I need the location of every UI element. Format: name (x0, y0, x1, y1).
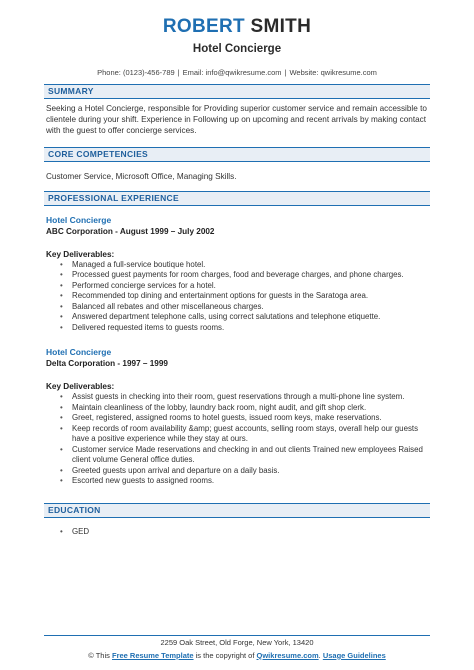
competencies-text: Customer Service, Microsoft Office, Managing Skills. (46, 171, 237, 181)
section-heading-summary: SUMMARY (44, 84, 430, 99)
qwikresume-link[interactable]: Qwikresume.com (256, 650, 319, 660)
list-item: • Greeted guests upon arrival and departure on a daily basis. (60, 466, 430, 477)
list-item: • Managed a full-service boutique hotel. (60, 260, 430, 271)
footer-address: 2259 Oak Street, Old Forge, New York, 13420 (160, 638, 314, 648)
first-name: ROBERT (162, 16, 245, 37)
deliverables-label: Key Deliverables: (46, 249, 115, 259)
job-entry (46, 347, 430, 487)
footer-period: . (318, 650, 321, 660)
list-item: • Escorted new guests to assigned rooms. (60, 476, 430, 487)
list-item: • Assist guests in checking into their room, guest reservations through a multi-phone line system. (60, 392, 430, 403)
job-title: Hotel Concierge (46, 214, 112, 225)
list-item: • Performed concierge services for a hotel. (60, 281, 430, 292)
job-title: Hotel Concierge (46, 347, 112, 358)
company-dates: Delta Corporation - 1997 – 1999 (46, 359, 168, 369)
section-heading-competencies: CORE COMPETENCIES (44, 147, 430, 162)
list-item: • Balanced all rebates and other miscellaneous charges. (60, 302, 430, 313)
candidate-name (0, 16, 474, 38)
list-item: • Greet, registered, assigned rooms to hotel guests, issued room keys, make reservations. (60, 413, 430, 424)
job-title-heading: Hotel Concierge (192, 43, 282, 55)
list-item: • Processed guest payments for room charges, food and beverage charges, and phone charges. (60, 270, 430, 281)
list-item: • Maintain cleanliness of the lobby, laundry back room, night audit, and gift shop clerk. (60, 403, 430, 414)
copyright-owner-text: is the copyright of (195, 650, 255, 660)
separator: | (177, 68, 180, 78)
section-heading-education: EDUCATION (44, 503, 430, 518)
separator: | (284, 68, 287, 78)
footer-divider (44, 635, 430, 636)
summary-text: Seeking a Hotel Concierge, responsible for Providing superior customer service and remain accessible to clientele during your shift. Experience in Following up on upcoming and recent arrivals by making contact with the guest to offer concierge services. (46, 103, 427, 135)
bullet-list (60, 392, 430, 487)
bullet-list (60, 260, 430, 334)
footer (0, 638, 474, 660)
website[interactable]: Website: qwikresume.com (289, 68, 377, 78)
contact-line (0, 68, 474, 77)
list-item: • Customer service Made reservations and checking in and out clients Trained new employees Raised client volume General office duties. (60, 445, 430, 466)
phone: Phone: (0123)-456-789 (97, 68, 175, 78)
copyright-text: © This (88, 650, 110, 660)
list-item: • Recommended top dining and entertainment options for guests in the Saratoga area. (60, 291, 430, 302)
list-item: • GED (60, 527, 430, 538)
email[interactable]: Email: info@qwikresume.com (182, 68, 282, 78)
bullet-list (60, 527, 430, 538)
usage-guidelines-link[interactable]: Usage Guidelines (322, 650, 386, 660)
job-entry (46, 215, 430, 334)
resume-header (0, 0, 474, 78)
last-name: SMITH (250, 16, 312, 37)
list-item: • Delivered requested items to guests rooms. (60, 323, 430, 334)
list-item: • Keep records of room availability &amp; guest accounts, selling room stays, overall help our guests have a positive experience while they stay at ours. (60, 424, 430, 445)
section-heading-experience: PROFESSIONAL EXPERIENCE (44, 191, 430, 206)
deliverables-label: Key Deliverables: (46, 382, 115, 392)
company-dates: ABC Corporation - August 1999 – July 2002 (46, 226, 215, 236)
education-body (46, 527, 430, 538)
free-resume-template-link[interactable]: Free Resume Template (111, 650, 194, 660)
list-item: • Answered department telephone calls, using correct salutations and telephone etiquette. (60, 312, 430, 323)
